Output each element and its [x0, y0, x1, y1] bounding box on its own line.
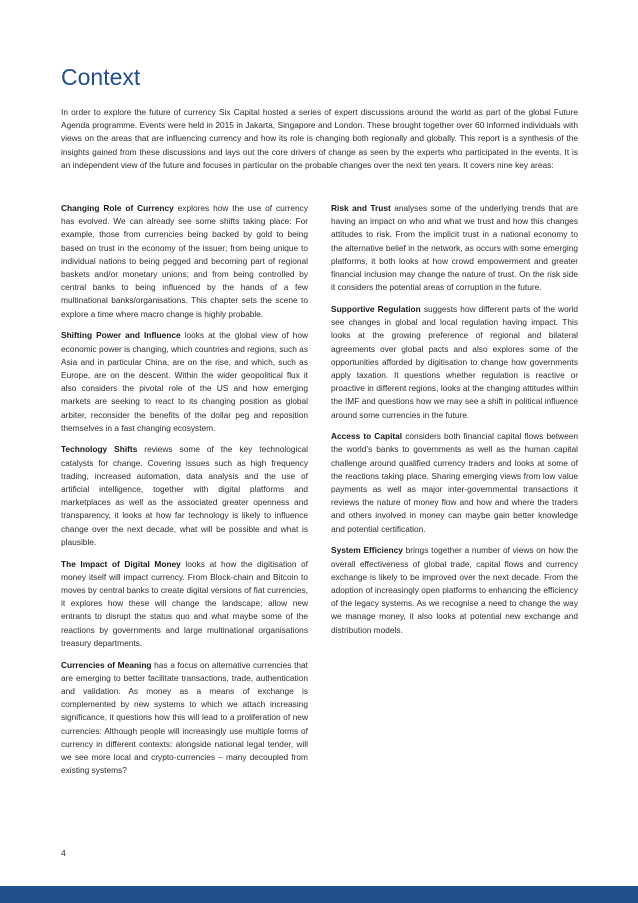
key-area-text: reviews some of the key technological catalysts for change. Covering issues such as high frequency trading, increased automation, data analysis and the use of artificial intelligence, together with digital platforms and marketplaces as well as the associated greater openness and transparency, it looks at how far technology is likely to influence change over the next decade, what will be possible and what is plausible.	[61, 444, 309, 547]
key-area-heading: Technology Shifts	[61, 444, 138, 455]
key-area-text: suggests how different parts of the world see changes in global and local regulation having impact. This looks at the growing preference of regional and bilateral agreements over global pacts and also explores some of the opportunities afforded by digitisation to change how governments apply taxation. It questions whether regulation is reactive or proactive in different regions, looks at the changing attitudes within the IMF and questions how we may see a shift in political influence around some currencies in the future.	[331, 303, 578, 420]
key-area-text: explores how the use of currency has evolved. We can already see some shifts taking place: For example, those from currencies being backed by gold to being based on trust in the economy of the issuer; from being unique to individual nations to being pegged and becoming part of regional baskets and/or monetary unions; and from being controlled by central banks to being influenced by the hands of a few multinational banks/organisations. This chapter sets the scene to explore a time where macro change is highly probable.	[61, 203, 309, 319]
key-area-text: brings together a number of views on how the overall effectiveness of global trade, capital flows and currency exchange is likely to be improved over the next decade. From the adoption of increasingly open platforms to enhancing the efficiency of the legacy systems. As we recognise a need to change the way we manage money, it also looks at potential new exchange and distribution models.	[331, 545, 578, 635]
key-area-heading: Supportive Regulation	[331, 303, 421, 314]
left-column	[61, 202, 308, 786]
key-area-text: looks at the global view of how economic power is changing, which countries and regions, such as Asia and in particular China, are on the rise, and which, such as Europe, are on the descent. Within the wider geopolitical flux it also considers the pivotal role of the US and how emerging markets are seeking to react to its changing position as global arbiter, reconsider the benefits of the dollar peg and reposition themselves in a fast changing ecosystem.	[61, 330, 308, 433]
key-area-heading: Changing Role of Currency	[61, 203, 174, 213]
key-area-paragraph	[61, 443, 308, 549]
key-area-heading: System Efficiency	[331, 545, 403, 556]
key-area-text: has a focus on alternative currencies that are emerging to better facilitate transactions, trade, authentication and validation. As money as a means of exchange is complemented by new systems to which we attach increasing significance, it questions how this will lead to a proliferation of new currencies: Although people will increasingly use multiple forms of currency in different contexts: alongside national legal tender, will we see more local and crypto-currencies – many decoupled from existing systems?	[61, 659, 308, 776]
intro-paragraph: In order to explore the future of currency Six Capital hosted a series of expert discussions around the world as part of the global Future Agenda programme. Events were held in 2015 in Jakarta, Singapore and London. These brought together over 60 informed individuals with views on the areas that are influencing currency and how its role is changing both regionally and globally. This report is a synthesis of the insights gained from these discussions and lays out the core drivers of change as seen by the experts who participated in the events. It is an independent view of the future and focuses in particular on the probable changes over the next ten years. It covers nine key areas:	[61, 107, 578, 170]
page-title: Context	[61, 64, 141, 90]
key-area-text: considers both financial capital flows between the world’s banks to governments as well as the human capital challenge around qualified currency traders and looks at some of the reactions taking place. Sharing emerging views from low value payments as well as major inter-governmental transactions it reviews the nature of money flow and how and where the traders and others involved in money can maybe gain better knowledge and potential certification.	[331, 431, 578, 534]
key-area-paragraph	[61, 558, 308, 650]
key-area-text: analyses some of the underlying trends that are having an impact on who and what we trust and how this changes attitudes to risk. From the implicit trust in a national economy to the alternative belief in the network, as occurs with some emerging platforms, it both looks at how crowd empowerment and greater financial inclusion may change the nature of trust. On the risk side it considers the potential areas of corruption in the future.	[331, 203, 578, 293]
key-area-paragraph	[61, 329, 308, 435]
key-area-paragraph	[61, 659, 308, 778]
key-area-heading: Risk and Trust	[331, 203, 391, 213]
key-area-heading: Access to Capital	[331, 431, 403, 442]
key-area-paragraph	[331, 202, 578, 294]
key-area-heading: Shifting Power and Influence	[61, 330, 181, 341]
key-area-paragraph	[331, 544, 578, 636]
key-area-paragraph	[331, 430, 578, 536]
right-column	[331, 202, 578, 645]
key-area-paragraph	[61, 202, 308, 321]
footer-bar	[0, 886, 638, 903]
page-number: 4	[61, 848, 66, 858]
key-area-paragraph	[331, 303, 578, 422]
key-area-text: looks at how the digitisation of money itself will impact currency. From Block-chain and Bitcoin to moves by central banks to create digital versions of fiat currencies, it explores how these will change the landscape; allow new entrants to disrupt the status quo and what maybe some of the reactions by governments and large multinational organisations treasury departments.	[61, 558, 309, 648]
key-area-heading: The Impact of Digital Money	[61, 558, 181, 569]
key-area-heading: Currencies of Meaning	[61, 659, 152, 670]
